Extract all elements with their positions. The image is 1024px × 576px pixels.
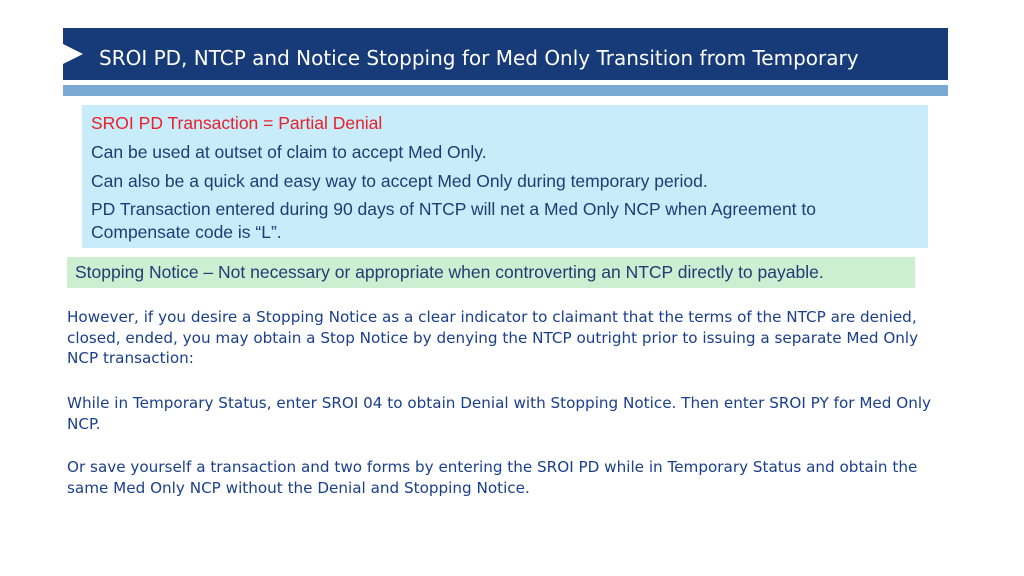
body-paragraph: However, if you desire a Stopping Notice as a clear indicator to claimant that the terms of the NTCP are denied, closed, ended, you may obtain a Stop Notice by denying the NTCP outright prior to issuing a separate Med Only NCP transaction: — [67, 308, 919, 367]
body-paragraph: While in Temporary Status, enter SROI 04 to obtain Denial with Stopping Notice. Then enter SROI PY for Med Only NCP. — [67, 394, 932, 433]
title-bar — [63, 28, 948, 80]
accent-divider — [63, 85, 948, 96]
triangle-right-icon — [63, 44, 83, 64]
page-title: SROI PD, NTCP and Notice Stopping for Med Only Transition from Temporary — [99, 46, 859, 70]
stopping-notice-box: Stopping Notice – Not necessary or appropriate when controverting an NTCP directly to payable. — [67, 257, 915, 288]
info-line: PD Transaction entered during 90 days of NTCP will net a Med Only NCP when Agreement to Compensate code is “L”. — [91, 199, 817, 242]
info-line: Can also be a quick and easy way to accept Med Only during temporary period. — [91, 171, 708, 191]
body-paragraph: Or save yourself a transaction and two forms by entering the SROI PD while in Temporary Status and obtain the same Med Only NCP without the Denial and Stopping Notice. — [67, 458, 918, 497]
info-box — [82, 105, 928, 248]
info-heading: SROI PD Transaction = Partial Denial — [91, 113, 383, 133]
info-line: Can be used at outset of claim to accept Med Only. — [91, 142, 487, 162]
